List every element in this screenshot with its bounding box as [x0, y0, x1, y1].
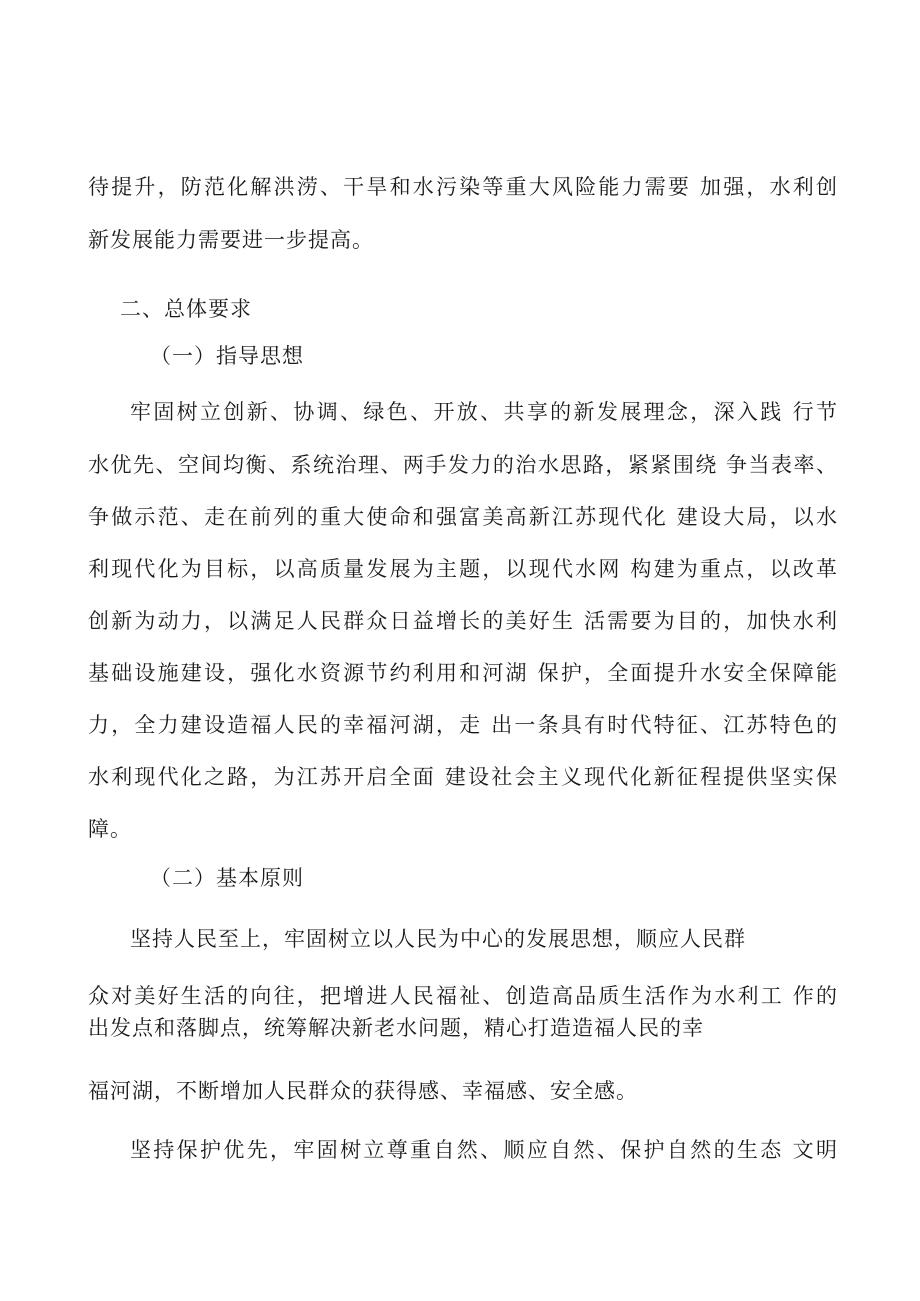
paragraph-line: 利现代化为目标，以高质量发展为主题，以现代水网 构建为重点，以改革	[88, 557, 838, 581]
paragraph-line: 基础设施建设，强化水资源节约利用和河湖 保护，全面提升水安全保障能	[88, 661, 838, 685]
subsection-heading: （一）指导思想	[150, 344, 304, 368]
paragraph-line: 福河湖，不断增加人民群众的获得感、幸福感、安全感。	[88, 1079, 638, 1103]
paragraph-line: 新发展能力需要进一步提高。	[88, 228, 374, 252]
paragraph-line: 障。	[88, 817, 132, 841]
paragraph-line: 水优先、空间均衡、系统治理、两手发力的治水思路，紧紧围绕 争当表率、	[88, 453, 838, 477]
paragraph-line: 出发点和落脚点，统筹解决新老水问题，精心打造造福人民的幸	[88, 1016, 704, 1040]
paragraph-line: 争做示范、走在前列的重大使命和强富美高新江苏现代化 建设大局，以水	[88, 505, 838, 529]
paragraph-line: 创新为动力，以满足人民群众日益增长的美好生 活需要为目的，加快水利	[88, 609, 838, 633]
section-heading: 二、总体要求	[120, 297, 252, 321]
paragraph-line: 众对美好生活的向往，把增进人民福祉、创造高品质生活作为水利工 作的	[88, 984, 838, 1008]
paragraph-line: 牢固树立创新、协调、绿色、开放、共享的新发展理念，深入践 行节	[130, 400, 838, 424]
paragraph-line: 待提升，防范化解洪涝、干旱和水污染等重大风险能力需要 加强，水利创	[88, 175, 838, 199]
paragraph-line: 水利现代化之路，为江苏开启全面 建设社会主义现代化新征程提供坚实保	[88, 765, 838, 789]
paragraph-line: 力，全力建设造福人民的幸福河湖，走 出一条具有时代特征、江苏特色的	[88, 713, 838, 737]
paragraph-line: 坚持人民至上，牢固树立以人民为中心的发展思想，顺应人民群	[130, 927, 746, 951]
subsection-heading: （二）基本原则	[150, 866, 304, 890]
paragraph-line: 坚持保护优先，牢固树立尊重自然、顺应自然、保护自然的生态 文明	[130, 1138, 838, 1162]
